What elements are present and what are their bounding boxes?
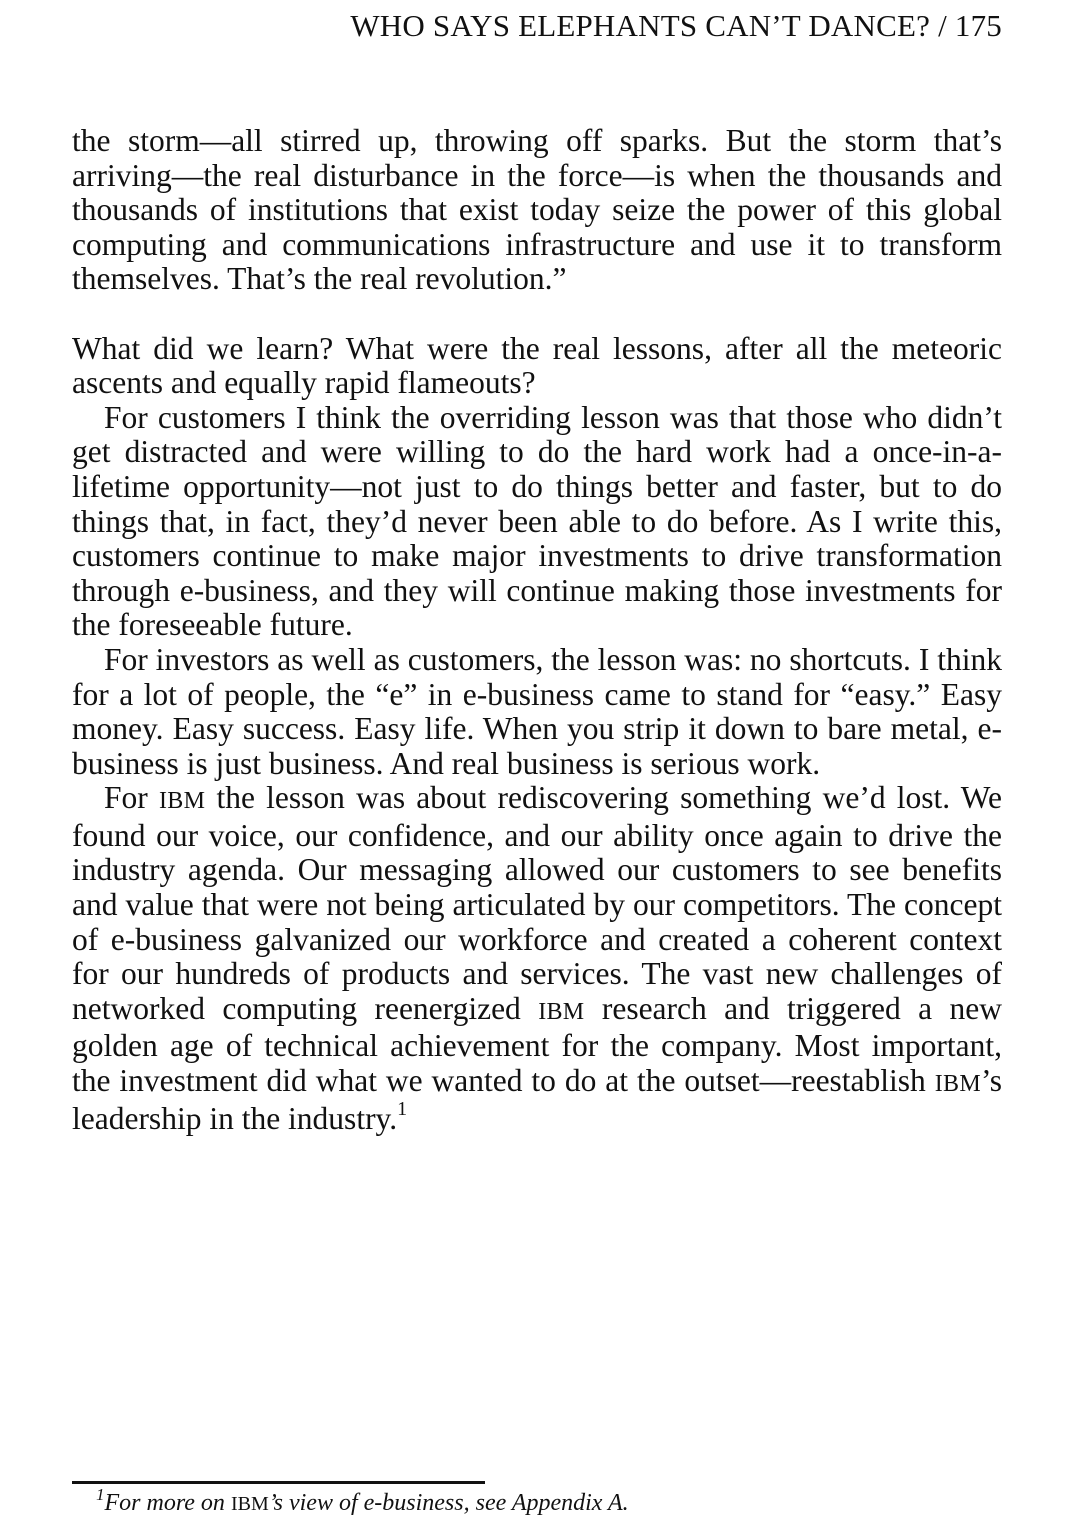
- paragraph-5-text-4: ’s leadership in the industry.: [72, 1063, 1002, 1136]
- footnote-text-2: ’s view of e-business, see Appendix A.: [268, 1490, 629, 1516]
- ibm-small-caps: IBM: [158, 788, 206, 815]
- footnote-reference: 1: [397, 1097, 408, 1120]
- paragraph-2: What did we learn? What were the real lessons, after all the meteoric ascents and equally rapid flameouts?: [72, 330, 1002, 401]
- paragraph-4: For investors as well as customers, the lesson was: no shortcuts. I think for a lot of people, the “e” in e-business came to stand for “easy.” Easy money. Easy success. Easy life. When you strip it down to bare metal, e-business is just business. And real business is serious work.: [72, 641, 1002, 781]
- footnote-divider: [72, 1481, 485, 1484]
- ibm-small-caps: IBM: [538, 998, 585, 1025]
- header-separator: /: [938, 8, 947, 43]
- paragraph-5-text-1: For: [104, 780, 159, 816]
- footnote-text-1: For more on: [104, 1490, 231, 1516]
- paragraph-5-text-3: research and triggered a new golden age of technical achievement for the company. Most important, the investment did what we wanted to do at the outset—reestablish: [72, 990, 1002, 1099]
- paragraph-5: [72, 781, 1002, 1136]
- page-number: 175: [954, 8, 1002, 43]
- body-text: [72, 124, 1002, 1136]
- paragraph-1: the storm—all stirred up, throwing off sparks. But the storm that’s arriving—the real disturbance in the force—is when the thousands and thousands of institutions that exist today seize the power of this global computing and communications infrastructure and use it to transform themselves. That’s the real revolution.”: [72, 123, 1002, 297]
- book-title: WHO SAYS ELEPHANTS CAN’T DANCE?: [350, 8, 931, 43]
- footnote-ibm: IBM: [230, 1493, 269, 1515]
- ibm-small-caps: IBM: [934, 1071, 981, 1098]
- footnote-marker: 1: [96, 1485, 105, 1504]
- running-header: [350, 8, 1002, 44]
- paragraph-5-text-2: the lesson was about rediscovering something we’d lost. We found our voice, our confidence, and our ability once again to drive the industry agenda. Our messaging allowed our customers to see benefits and value that were not being articulated by our competitors. The concept of e-business galvanized our workforce and created a coherent context for our hundreds of products and services. The vast new challenges of networked computing reenergized: [72, 780, 1002, 1026]
- paragraph-3: For customers I think the overriding lesson was that those who didn’t get distracted and were willing to do the hard work had a once-in-a-lifetime opportunity—not just to do things better and faster, but to do things that, in fact, they’d never been able to do before. As I write this, customers continue to make major investments to drive transformation through e-business, and they will continue making those investments for the foreseeable future.: [72, 399, 1002, 643]
- footnote: [96, 1485, 629, 1517]
